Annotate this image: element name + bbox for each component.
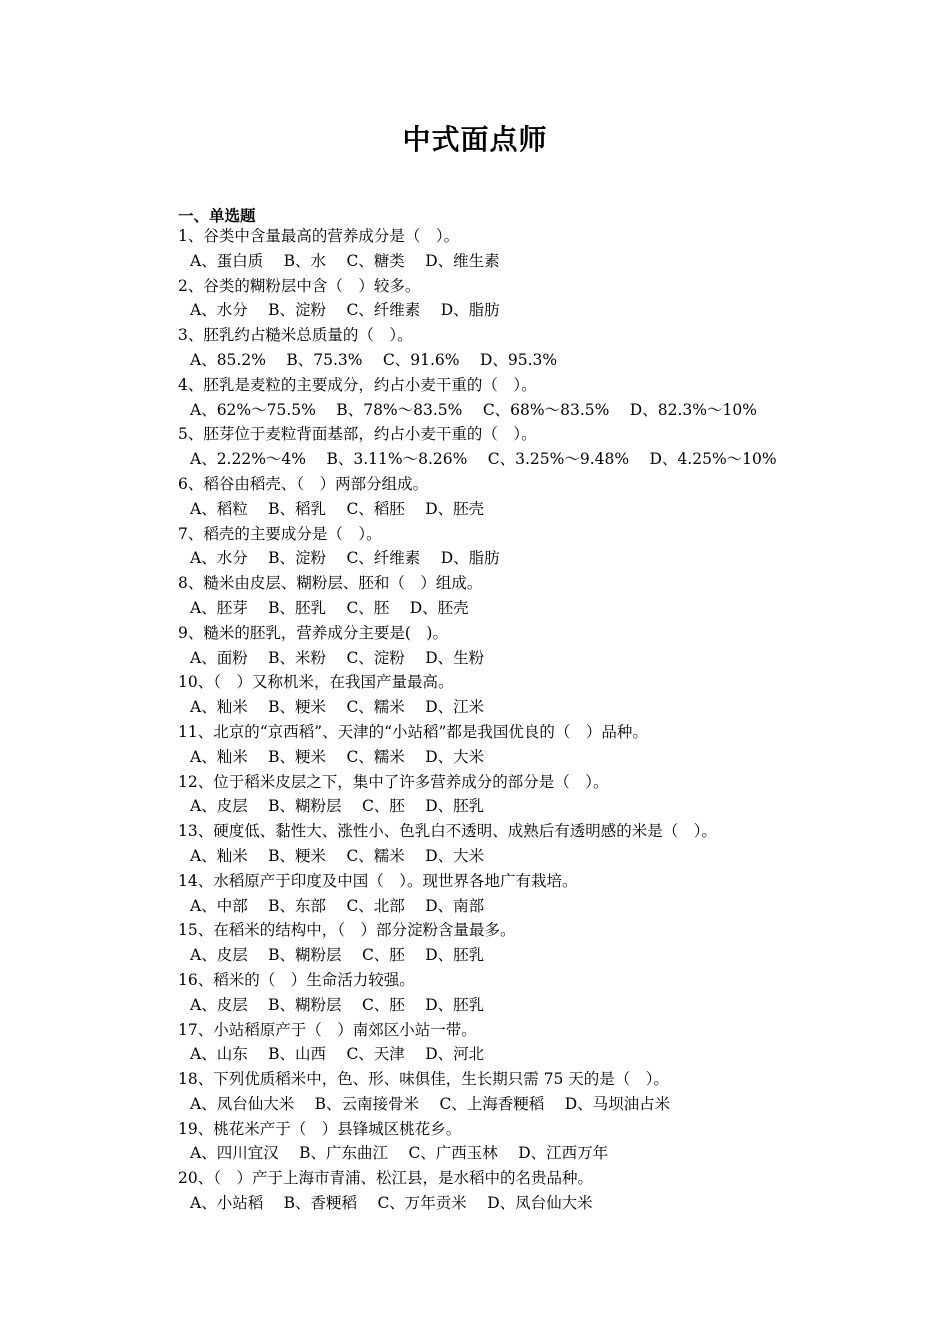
question-text: 8、糙米由皮层、糊粉层、胚和（ ）组成。: [178, 574, 483, 593]
answer-options: A、蛋白质 B、水 C、糖类 D、维生素: [190, 251, 500, 270]
question-text: 3、胚乳约占糙米总质量的（ ）。: [178, 326, 413, 345]
answer-options: A、中部 B、东部 C、北部 D、南部: [190, 896, 485, 915]
answer-options: A、小站稻 B、香粳稻 C、万年贡米 D、凤台仙大米: [190, 1194, 593, 1213]
question-text: 1、谷类中含量最高的营养成分是（ ）。: [178, 227, 460, 245]
answer-options: A、2.22%～4% B、3.11%～8.26% C、3.25%～9.48% D、4.25%～10%: [190, 450, 777, 469]
answer-options: A、籼米 B、粳米 C、糯米 D、大米: [190, 846, 485, 865]
answer-options: A、籼米 B、粳米 C、糯米 D、大米: [190, 747, 485, 766]
question-text: 12、位于稻米皮层之下，集中了许多营养成分的部分是（ ）。: [178, 772, 609, 791]
question-list: [178, 224, 798, 1216]
question-text: 17、小站稻原产于（ ）南郊区小站一带。: [178, 1020, 477, 1039]
answer-options: A、稻粒 B、稻乳 C、稻胚 D、胚壳: [190, 499, 485, 518]
answer-options: A、四川宜汉 B、广东曲江 C、广西玉林 D、江西万年: [190, 1144, 609, 1163]
answer-options: A、皮层 B、糊粉层 C、胚 D、胚乳: [190, 797, 485, 816]
question-text: 16、稻米的（ ）生命活力较强。: [178, 970, 415, 989]
question-text: 2、谷类的糊粉层中含（ ）较多。: [178, 276, 421, 295]
question-text: 18、下列优质稻米中，色、形、味俱佳，生长期只需 75 天的是（ ）。: [178, 1070, 670, 1089]
answer-options: A、籼米 B、粳米 C、糯米 D、江米: [190, 698, 485, 717]
question-text: 10、（ ）又称机米，在我国产量最高。: [178, 673, 454, 692]
question-text: 11、北京的“京西稻”、天津的“小站稻”都是我国优良的（ ）品种。: [178, 722, 648, 741]
answer-options: A、凤台仙大米 B、云南接骨米 C、上海香粳稻 D、马坝油占米: [190, 1094, 671, 1113]
question-text: 15、在稻米的结构中，（ ）部分淀粉含量最多。: [178, 921, 516, 940]
answer-options: A、皮层 B、糊粉层 C、胚 D、胚乳: [190, 995, 485, 1014]
question-text: 7、稻壳的主要成分是（ ）。: [178, 524, 382, 543]
question-text: 20、（ ）产于上海市青浦、松江县，是水稻中的名贵品种。: [178, 1169, 593, 1188]
question-text: 19、桃花米产于（ ）县锋城区桃花乡。: [178, 1119, 462, 1138]
answer-options: A、皮层 B、糊粉层 C、胚 D、胚乳: [190, 946, 485, 965]
question-text: 6、稻谷由稻壳、（ ）两部分组成。: [178, 474, 429, 493]
answer-options: A、水分 B、淀粉 C、纤维素 D、脂肪: [190, 549, 500, 568]
section-heading: 一、单选题: [178, 206, 256, 225]
answer-options: A、山东 B、山西 C、天津 D、河北: [190, 1045, 485, 1064]
question-text: 14、水稻原产于印度及中国（ ）。现世界各地广有栽培。: [178, 871, 578, 890]
question-text: 5、胚芽位于麦粒背面基部，约占小麦干重的（ ）。: [178, 425, 537, 444]
question-text: 4、胚乳是麦粒的主要成分，约占小麦干重的（ ）。: [178, 375, 537, 394]
answer-options: A、62%～75.5% B、78%～83.5% C、68%～83.5% D、82.3%～10%: [190, 400, 757, 419]
answer-options: A、85.2% B、75.3% C、91.6% D、95.3%: [190, 350, 558, 369]
question-text: 9、糙米的胚乳，营养成分主要是( )。: [178, 623, 448, 642]
question-text: 13、硬度低、黏性大、涨性小、色乳白不透明、成熟后有透明感的米是（ ）。: [178, 822, 717, 841]
page-title: 中式面点师: [402, 123, 548, 156]
answer-options: A、水分 B、淀粉 C、纤维素 D、脂肪: [190, 301, 500, 320]
answer-options: A、面粉 B、米粉 C、淀粉 D、生粉: [190, 648, 485, 667]
answer-options: A、胚芽 B、胚乳 C、胚 D、胚壳: [190, 598, 469, 617]
